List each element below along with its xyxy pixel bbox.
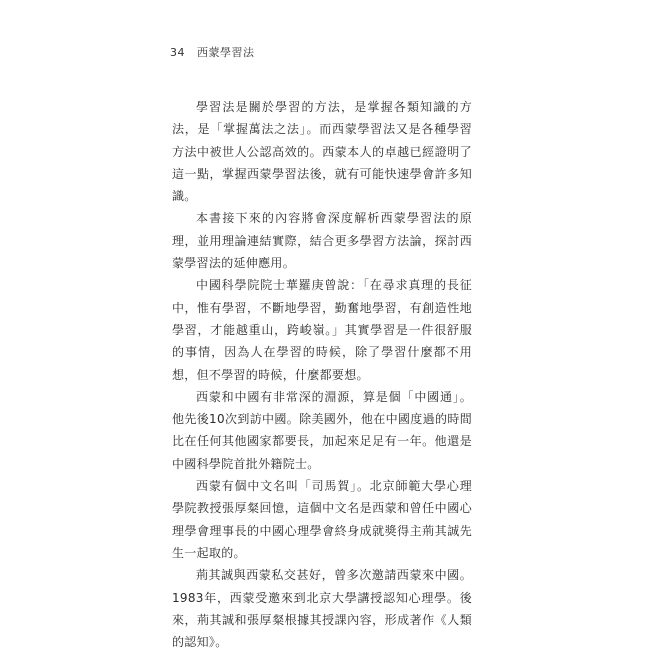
paragraph: 荊其誠與西蒙私交甚好，曾多次邀請西蒙來中國。1983年，西蒙受邀來到北京大學講授認知心理學。後來，荊其誠和張厚粲根據其授課內容，形成著作《人類的認知》。 xyxy=(172,568,472,650)
page-number: 34 xyxy=(170,46,185,59)
paragraph: 西蒙有個中文名叫「司馬賀」。北京師範大學心理學院教授張厚粲回憶，這個中文名是西蒙和曾任中國心理學會理事長的中國心理學會終身成就獎得主荊其誠先生一起取的。 xyxy=(172,479,472,560)
book-title: 西蒙學習法 xyxy=(197,46,255,59)
paragraph: 學習法是關於學習的方法，是掌握各類知識的方法，是「掌握萬法之法」。而西蒙學習法又是各種學習方法中被世人公認高效的。西蒙本人的卓越已經證明了這一點，掌握西蒙學習法後，就有可能快速學會許多知識。 xyxy=(172,100,472,204)
paragraph: 本書接下來的內容將會深度解析西蒙學習法的原理，並用理論連結實際，結合更多學習方法論，探討西蒙學習法的延伸應用。 xyxy=(172,211,472,271)
paragraph: 西蒙和中國有非常深的淵源，算是個「中國通」。他先後10次到訪中國。除美國外，他在中國度過的時間比在任何其他國家都要長，加起來足足有一年。他還是中國科學院首批外籍院士。 xyxy=(172,389,472,471)
paragraph: 中國科學院院士華羅庚曾說：「在尋求真理的長征中，惟有學習，不斷地學習，勤奮地學習，有創造性地學習，才能越重山，跨峻嶺。」其實學習是一件很舒服的事情，因為人在學習的時候，除了學習什麼都不用想，但不學習的時候，什麼都要想。 xyxy=(172,278,472,382)
running-header xyxy=(170,44,255,60)
body-text xyxy=(172,96,472,653)
